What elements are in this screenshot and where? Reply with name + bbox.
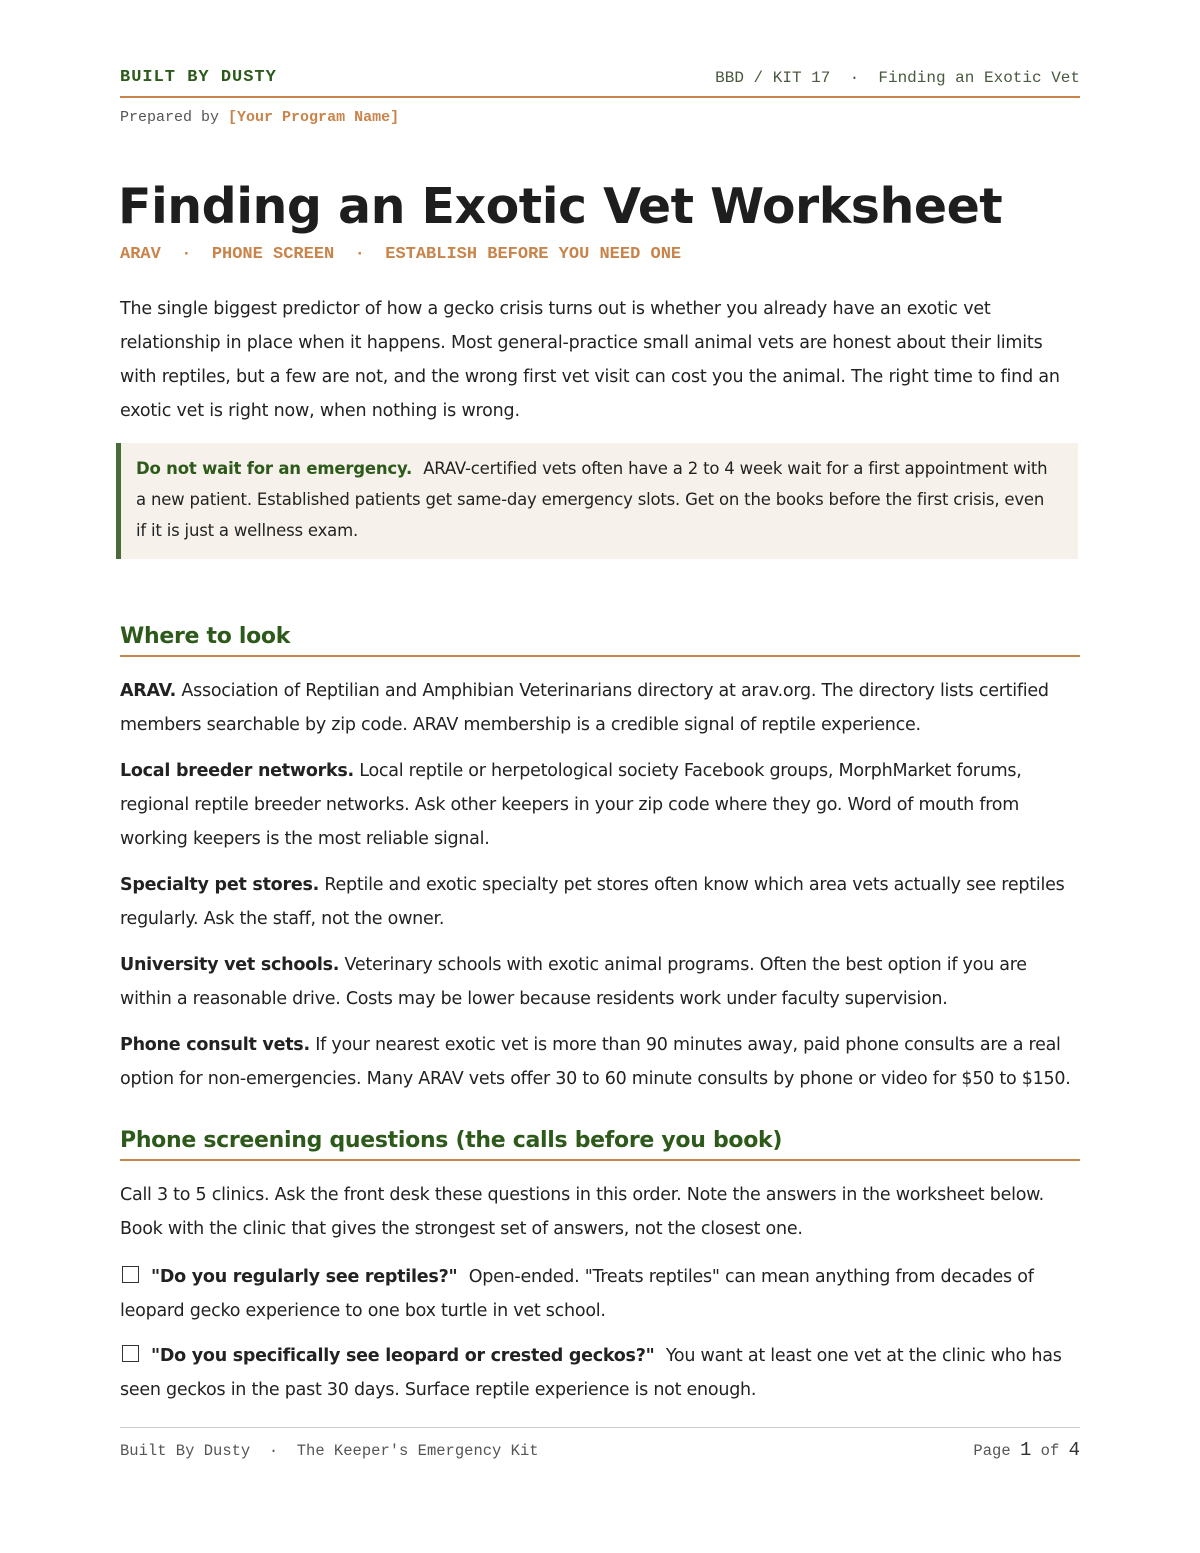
tagline: ARAV · PHONE SCREEN · ESTABLISH BEFORE YOU NEED ONE — [120, 245, 682, 264]
entry-text: Local reptile or herpetological society Facebook groups, MorphMarket forums, regional reptile breeder networks. Ask other keepers in your zip code where they go. Word of mouth from working keepers is the most reliable signal. — [120, 761, 1022, 849]
entry-label: Phone consult vets. — [120, 1035, 310, 1055]
screening-checklist — [120, 1260, 1082, 1418]
program-name-placeholder: [Your Program Name] — [228, 109, 400, 126]
checklist-item — [120, 1339, 1082, 1407]
callout-body: ARAV-certified vets often have a 2 to 4 week wait for a first appointment with a new patient. Established patients get same-day emergency slots. Get on the books before the first crisis, even if it is just a wellness exam. — [136, 459, 1048, 540]
checklist-item — [120, 1260, 1082, 1328]
list-item — [120, 1028, 1082, 1096]
entry-text: If your nearest exotic vet is more than 90 minutes away, paid phone consults are a real option for non-emergencies. Many ARAV vets offer 30 to 60 minute consults by phone or video for $50 to $150. — [120, 1035, 1071, 1089]
list-item — [120, 754, 1082, 856]
page-header — [120, 68, 1080, 98]
where-to-look-list — [120, 674, 1082, 1108]
entry-label: ARAV. — [120, 681, 177, 701]
section-heading-phone-screening: Phone screening questions (the calls before you book) — [120, 1128, 1080, 1161]
prepared-by-label: Prepared by — [120, 109, 220, 126]
callout-text-block — [136, 453, 1058, 546]
list-item — [120, 868, 1082, 936]
question-note: Open-ended. "Treats reptiles" can mean anything from decades of leopard gecko experience to one box turtle in vet school. — [120, 1267, 1034, 1321]
question-note: You want at least one vet at the clinic who has seen geckos in the past 30 days. Surface reptile experience is not enough. — [120, 1346, 1062, 1400]
footer-title: Built By Dusty · The Keeper's Emergency Kit — [120, 1442, 539, 1460]
entry-label: Specialty pet stores. — [120, 875, 320, 895]
question-text: "Do you specifically see leopard or crested geckos?" — [151, 1346, 655, 1366]
list-item — [120, 948, 1082, 1016]
entry-text: Veterinary schools with exotic animal programs. Often the best option if you are within a reasonable drive. Costs may be lower because residents work under faculty supervision. — [120, 955, 1027, 1009]
checkbox[interactable] — [122, 1345, 139, 1362]
phone-screening-intro: Call 3 to 5 clinics. Ask the front desk these questions in this order. Note the answers in the worksheet below. Book with the clinic that gives the strongest set of answers, not the closest one. — [120, 1185, 1044, 1239]
question-text: "Do you regularly see reptiles?" — [151, 1267, 458, 1287]
total-pages: 4 — [1068, 1439, 1080, 1461]
list-item — [120, 674, 1082, 742]
emergency-callout — [116, 443, 1078, 559]
brand-name: BUILT BY DUSTY — [120, 68, 277, 87]
current-page: 1 — [1019, 1439, 1032, 1461]
prepared-by — [120, 109, 399, 126]
callout-lead: Do not wait for an emergency. — [136, 459, 413, 478]
page-number — [973, 1439, 1080, 1461]
entry-label: University vet schools. — [120, 955, 340, 975]
of-word: of — [1040, 1442, 1060, 1460]
section-heading-where-to-look: Where to look — [120, 624, 1080, 657]
entry-text: Association of Reptilian and Amphibian Veterinarians directory at arav.org. The directory lists certified members searchable by zip code. ARAV membership is a credible signal of reptile experience. — [120, 681, 1049, 735]
page-title: Finding an Exotic Vet Worksheet — [118, 178, 1003, 235]
page-footer — [120, 1427, 1080, 1467]
page-word: Page — [973, 1442, 1011, 1460]
checkbox[interactable] — [122, 1266, 139, 1283]
entry-label: Local breeder networks. — [120, 761, 354, 781]
entry-text: Reptile and exotic specialty pet stores often know which area vets actually see reptiles regularly. Ask the staff, not the owner. — [120, 875, 1065, 929]
intro-paragraph: The single biggest predictor of how a gecko crisis turns out is whether you already have an exotic vet relationship in place when it happens. Most general-practice small animal vets are honest about their limits with reptiles, but a few are not, and the wrong first vet visit can cost you the animal. The right time to find an exotic vet is right now, when nothing is wrong. — [120, 299, 1060, 421]
kit-reference: BBD / KIT 17 · Finding an Exotic Vet — [715, 69, 1080, 87]
